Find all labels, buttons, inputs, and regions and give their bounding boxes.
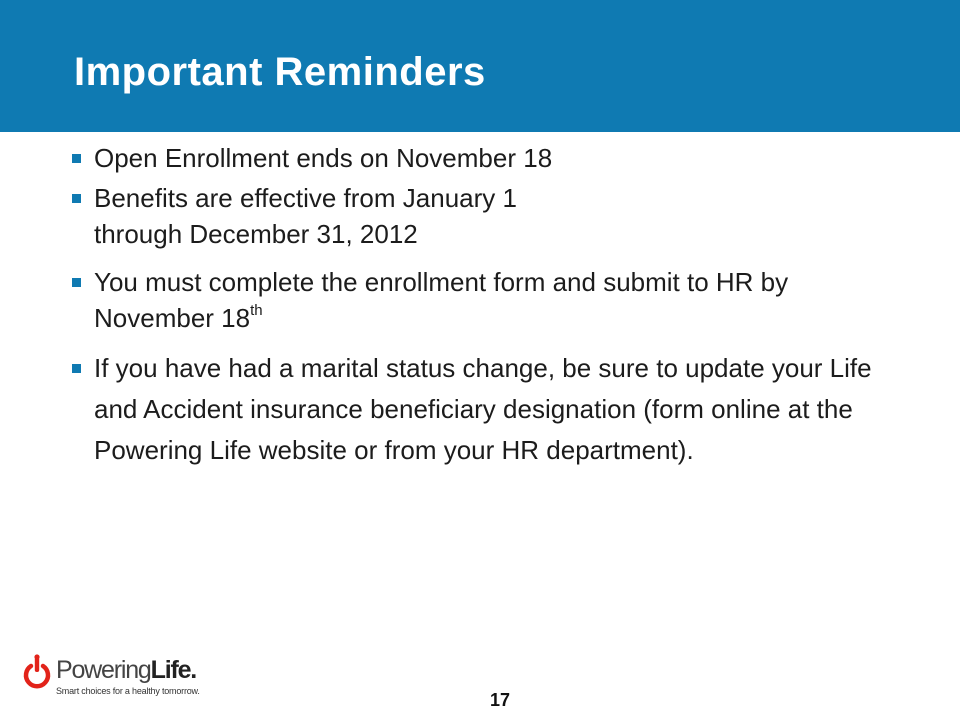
list-item-text-line1: Benefits are effective from January 1 <box>94 183 517 213</box>
square-bullet-icon <box>72 154 81 163</box>
list-item <box>72 264 902 336</box>
ordinal-suffix: th <box>250 302 263 319</box>
square-bullet-icon <box>72 194 81 203</box>
list-item <box>72 140 902 176</box>
list-item-text: Open Enrollment ends on November 18 <box>94 143 553 173</box>
list-item-text: You must complete the enrollment form and submit to HR by November 18 <box>94 267 789 333</box>
logo-word-powering: Powering <box>56 656 151 684</box>
page-title: Important Reminders <box>74 50 486 94</box>
reminder-list <box>72 140 902 483</box>
powering-life-logo <box>22 650 222 702</box>
logo-word-life: Life. <box>150 656 197 684</box>
page-number: 17 <box>490 690 511 710</box>
list-item <box>72 180 902 252</box>
power-icon <box>22 654 52 690</box>
logo-wordmark <box>56 652 196 688</box>
square-bullet-icon <box>72 364 81 373</box>
list-item-text-line2: through December 31, 2012 <box>94 219 418 249</box>
square-bullet-icon <box>72 278 81 287</box>
title-bar <box>0 0 960 132</box>
list-item-text: If you have had a marital status change, be sure to update your Life and Accident insurance beneficiary designation (form online at the Powering Life website or from your HR department). <box>94 353 872 465</box>
logo-tagline: Smart choices for a healthy tomorrow. <box>56 686 200 696</box>
list-item <box>72 348 902 471</box>
